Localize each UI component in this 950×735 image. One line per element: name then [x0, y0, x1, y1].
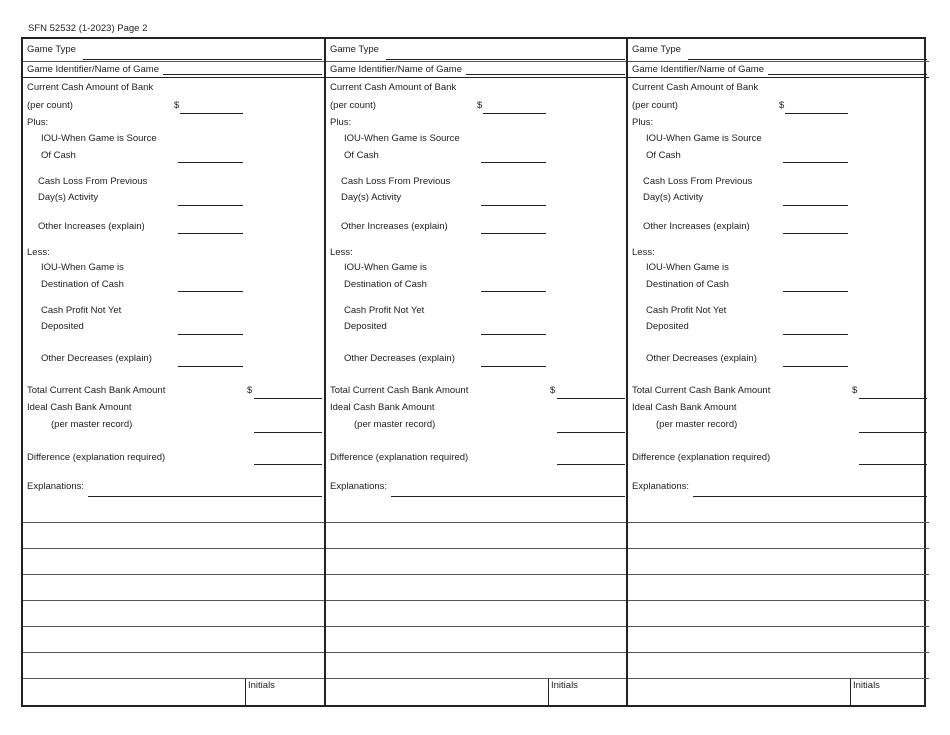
game-type-label: Game Type	[27, 44, 76, 55]
cash-loss-label: Cash Loss From Previous	[38, 176, 148, 187]
total-current-label: Total Current Cash Bank Amount	[27, 385, 166, 396]
game-type-label: Game Type	[330, 44, 379, 55]
difference-field[interactable]	[557, 464, 625, 465]
current-cash-label: Current Cash Amount of Bank	[27, 82, 154, 93]
dollar-sign: $	[247, 385, 253, 396]
game-identifier-field[interactable]	[466, 74, 625, 75]
ideal-cash-label: Ideal Cash Bank Amount	[330, 402, 435, 413]
iou-dest-label: IOU-When Game is	[41, 262, 124, 273]
iou-source-label: IOU-When Game is Source	[646, 133, 762, 144]
iou-dest-label-2: Destination of Cash	[646, 279, 729, 290]
explanation-line[interactable]	[326, 574, 627, 575]
other-decreases-field[interactable]	[783, 366, 848, 367]
explanation-line[interactable]	[628, 652, 929, 653]
iou-dest-field[interactable]	[178, 291, 243, 292]
iou-source-label-2: Of Cash	[646, 150, 681, 161]
game-type-label: Game Type	[632, 44, 681, 55]
explanation-line[interactable]	[23, 652, 324, 653]
explanation-line[interactable]	[23, 574, 324, 575]
game-identifier-field[interactable]	[163, 74, 322, 75]
iou-dest-label: IOU-When Game is	[646, 262, 729, 273]
other-increases-label: Other Increases (explain)	[38, 221, 145, 232]
form-id-header: SFN 52532 (1-2023) Page 2	[28, 23, 148, 34]
cash-profit-field[interactable]	[783, 334, 848, 335]
cash-profit-field[interactable]	[481, 334, 546, 335]
iou-source-field[interactable]	[178, 162, 243, 163]
iou-source-label-2: Of Cash	[41, 150, 76, 161]
iou-source-field[interactable]	[481, 162, 546, 163]
explanation-line[interactable]	[326, 548, 627, 549]
total-current-field[interactable]	[859, 398, 927, 399]
explanations-label: Explanations:	[632, 481, 690, 492]
ideal-cash-label-2: (per master record)	[656, 419, 738, 430]
cash-profit-label-2: Deposited	[344, 321, 387, 332]
iou-source-label-2: Of Cash	[344, 150, 379, 161]
cash-loss-label-2: Day(s) Activity	[341, 192, 402, 203]
explanations-field[interactable]	[88, 496, 322, 497]
other-increases-label: Other Increases (explain)	[643, 221, 750, 232]
total-current-label: Total Current Cash Bank Amount	[330, 385, 469, 396]
ideal-cash-label-2: (per master record)	[51, 419, 133, 430]
game-type-field[interactable]	[83, 59, 322, 60]
other-decreases-label: Other Decreases (explain)	[344, 353, 455, 364]
game-type-field[interactable]	[688, 59, 927, 60]
per-count-label: (per count)	[632, 100, 678, 111]
iou-dest-field[interactable]	[481, 291, 546, 292]
other-decreases-label: Other Decreases (explain)	[41, 353, 152, 364]
ideal-cash-label: Ideal Cash Bank Amount	[632, 402, 737, 413]
explanation-line[interactable]	[326, 652, 627, 653]
plus-label: Plus:	[330, 117, 352, 128]
current-cash-label: Current Cash Amount of Bank	[632, 82, 759, 93]
game-type-field[interactable]	[386, 59, 625, 60]
ideal-cash-field[interactable]	[254, 432, 322, 433]
game-column-1	[23, 39, 324, 705]
row-divider	[326, 77, 627, 78]
row-divider	[23, 61, 324, 62]
explanation-line[interactable]	[628, 600, 929, 601]
explanation-line[interactable]	[23, 600, 324, 601]
less-label: Less:	[330, 247, 353, 258]
cash-profit-label: Cash Profit Not Yet	[344, 305, 425, 316]
total-current-field[interactable]	[254, 398, 322, 399]
game-column-2	[324, 39, 627, 705]
difference-field[interactable]	[254, 464, 322, 465]
initials-divider	[850, 679, 851, 705]
explanation-line[interactable]	[628, 574, 929, 575]
game-column-3	[626, 39, 929, 705]
ideal-cash-field[interactable]	[557, 432, 625, 433]
iou-dest-label-2: Destination of Cash	[41, 279, 124, 290]
explanation-line[interactable]	[23, 678, 324, 679]
initials-label: Initials	[248, 680, 275, 691]
worksheet-frame	[21, 37, 926, 707]
game-identifier-label: Game Identifier/Name of Game	[330, 64, 462, 75]
initials-label: Initials	[853, 680, 880, 691]
row-divider	[628, 77, 929, 78]
initials-divider	[548, 679, 549, 705]
iou-dest-field[interactable]	[783, 291, 848, 292]
cash-loss-label-2: Day(s) Activity	[643, 192, 704, 203]
cash-loss-field[interactable]	[481, 205, 546, 206]
current-cash-field[interactable]	[483, 113, 546, 114]
dollar-sign: $	[174, 100, 180, 111]
cash-profit-label-2: Deposited	[646, 321, 689, 332]
cash-profit-label: Cash Profit Not Yet	[646, 305, 727, 316]
dollar-sign: $	[550, 385, 556, 396]
cash-loss-label: Cash Loss From Previous	[341, 176, 451, 187]
other-decreases-field[interactable]	[481, 366, 546, 367]
iou-source-label: IOU-When Game is Source	[41, 133, 157, 144]
explanation-line[interactable]	[326, 626, 627, 627]
row-divider	[23, 77, 324, 78]
current-cash-field[interactable]	[785, 113, 848, 114]
dollar-sign: $	[477, 100, 483, 111]
plus-label: Plus:	[632, 117, 654, 128]
explanation-line[interactable]	[326, 678, 627, 679]
row-divider	[326, 61, 627, 62]
less-label: Less:	[632, 247, 655, 258]
game-identifier-label: Game Identifier/Name of Game	[27, 64, 159, 75]
ideal-cash-label: Ideal Cash Bank Amount	[27, 402, 132, 413]
difference-label: Difference (explanation required)	[632, 452, 771, 463]
explanation-line[interactable]	[628, 626, 929, 627]
current-cash-field[interactable]	[180, 113, 243, 114]
dollar-sign: $	[779, 100, 785, 111]
iou-source-field[interactable]	[783, 162, 848, 163]
current-cash-label: Current Cash Amount of Bank	[330, 82, 457, 93]
per-count-label: (per count)	[27, 100, 73, 111]
cash-loss-label: Cash Loss From Previous	[643, 176, 753, 187]
explanation-line[interactable]	[326, 522, 627, 523]
explanation-line[interactable]	[23, 548, 324, 549]
total-current-label: Total Current Cash Bank Amount	[632, 385, 771, 396]
total-current-field[interactable]	[557, 398, 625, 399]
explanations-label: Explanations:	[330, 481, 388, 492]
initials-divider	[245, 679, 246, 705]
difference-field[interactable]	[859, 464, 927, 465]
cash-loss-field[interactable]	[178, 205, 243, 206]
explanation-line[interactable]	[628, 548, 929, 549]
plus-label: Plus:	[27, 117, 49, 128]
explanations-field[interactable]	[391, 496, 625, 497]
cash-loss-label-2: Day(s) Activity	[38, 192, 99, 203]
game-identifier-field[interactable]	[768, 74, 927, 75]
explanation-line[interactable]	[628, 678, 929, 679]
other-increases-field[interactable]	[178, 233, 243, 234]
other-decreases-field[interactable]	[178, 366, 243, 367]
ideal-cash-label-2: (per master record)	[354, 419, 436, 430]
game-identifier-label: Game Identifier/Name of Game	[632, 64, 764, 75]
explanation-line[interactable]	[628, 522, 929, 523]
iou-dest-label-2: Destination of Cash	[344, 279, 427, 290]
cash-profit-label: Cash Profit Not Yet	[41, 305, 122, 316]
ideal-cash-field[interactable]	[859, 432, 927, 433]
explanations-label: Explanations:	[27, 481, 85, 492]
difference-label: Difference (explanation required)	[27, 452, 166, 463]
other-increases-field[interactable]	[481, 233, 546, 234]
other-increases-field[interactable]	[783, 233, 848, 234]
less-label: Less:	[27, 247, 50, 258]
other-increases-label: Other Increases (explain)	[341, 221, 448, 232]
explanation-line[interactable]	[23, 522, 324, 523]
row-divider	[628, 61, 929, 62]
explanation-line[interactable]	[23, 626, 324, 627]
cash-profit-label-2: Deposited	[41, 321, 84, 332]
explanation-line[interactable]	[326, 600, 627, 601]
iou-source-label: IOU-When Game is Source	[344, 133, 460, 144]
difference-label: Difference (explanation required)	[330, 452, 469, 463]
explanations-field[interactable]	[693, 496, 927, 497]
cash-loss-field[interactable]	[783, 205, 848, 206]
dollar-sign: $	[852, 385, 858, 396]
cash-profit-field[interactable]	[178, 334, 243, 335]
other-decreases-label: Other Decreases (explain)	[646, 353, 757, 364]
iou-dest-label: IOU-When Game is	[344, 262, 427, 273]
initials-label: Initials	[551, 680, 578, 691]
per-count-label: (per count)	[330, 100, 376, 111]
